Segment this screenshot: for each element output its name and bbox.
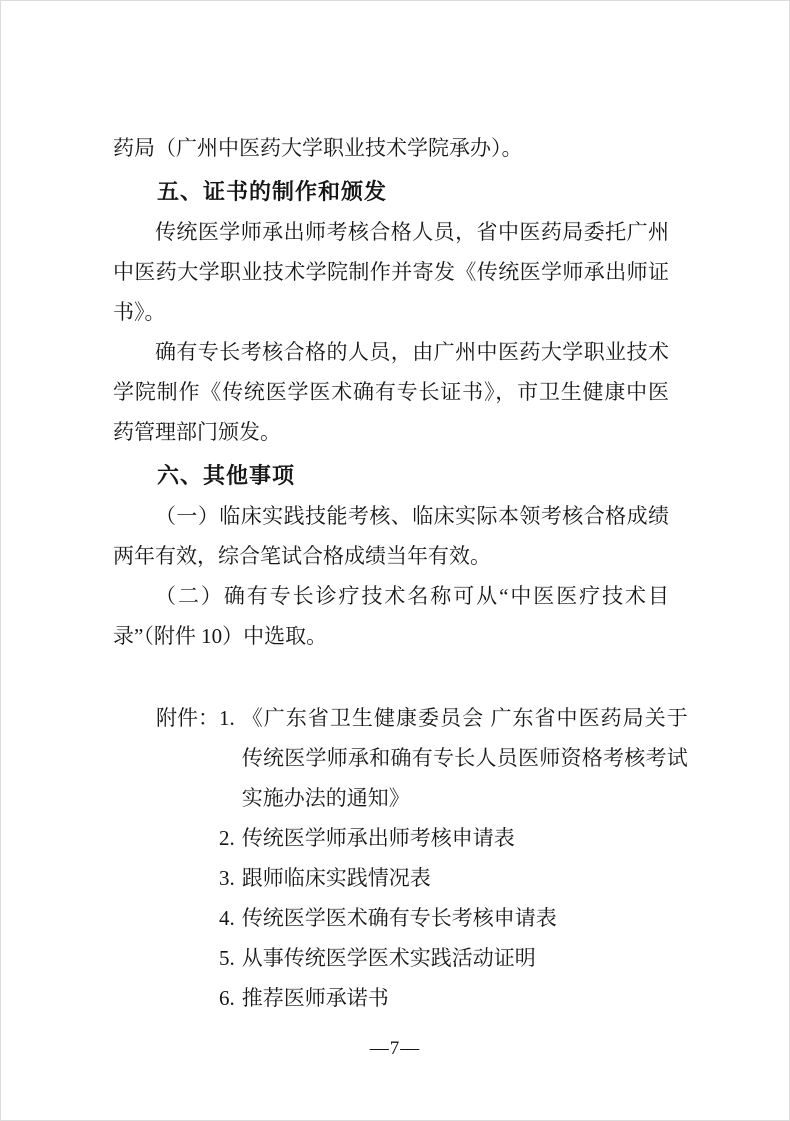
section-5-paragraph-2: 确有专长考核合格的人员，由广州中医药大学职业技术学院制作《传统医学医术确有专长证书》，市卫生健康中医药管理部门颁发。 [113, 340, 669, 444]
attachment-item-2 [219, 818, 688, 858]
attachment-item-6 [219, 978, 688, 1018]
attachment-item-number: 3. [219, 866, 235, 890]
attachments-block [156, 698, 688, 1018]
section-6-item-1: （一）临床实践技能考核、临床实际本领考核合格成绩两年有效，综合笔试合格成绩当年有效。 [113, 504, 669, 568]
attachment-item-text: 推荐医师承诺书 [241, 986, 389, 1010]
section-6-heading: 六、其他事项 [157, 463, 296, 488]
attachment-item-number: 4. [219, 906, 235, 930]
attachment-item-4 [219, 898, 688, 938]
attachment-item-number: 6. [219, 986, 235, 1010]
attachment-item-text: 从事传统医学医术实践活动证明 [241, 946, 536, 970]
page-number: —7— [369, 1038, 421, 1059]
attachments-label: 附件： [156, 706, 219, 730]
section-6-item-2: （二）确有专长诊疗技术名称可从“中医医疗技术目录”（附件 10）中选取。 [113, 584, 669, 648]
attachment-item-5 [219, 938, 688, 978]
attachment-item-number: 1. [219, 706, 235, 730]
attachment-item-text: 《广东省卫生健康委员会 广东省中医药局关于传统医学师承和确有专长人员医师资格考核考试实施办法的通知》 [241, 706, 688, 810]
attachment-item-text: 传统医学医术确有专长考核申请表 [241, 906, 557, 930]
section-5-paragraph-1: 传统医学师承出师考核合格人员，省中医药局委托广州中医药大学职业技术学院制作并寄发《传统医学师承出师证书》。 [113, 220, 669, 324]
paragraph-continuation: 药局（广州中医药大学职业技术学院承办）。 [113, 136, 523, 160]
attachment-item-number: 2. [219, 826, 235, 850]
attachment-item-3 [219, 858, 688, 898]
attachment-item-number: 5. [219, 946, 235, 970]
attachment-item-text: 传统医学师承出师考核申请表 [241, 826, 515, 850]
attachment-item-text: 跟师临床实践情况表 [241, 866, 431, 890]
attachment-item-1 [219, 698, 688, 818]
section-5-heading: 五、证书的制作和颁发 [157, 179, 388, 204]
attachments-list [219, 698, 688, 1018]
